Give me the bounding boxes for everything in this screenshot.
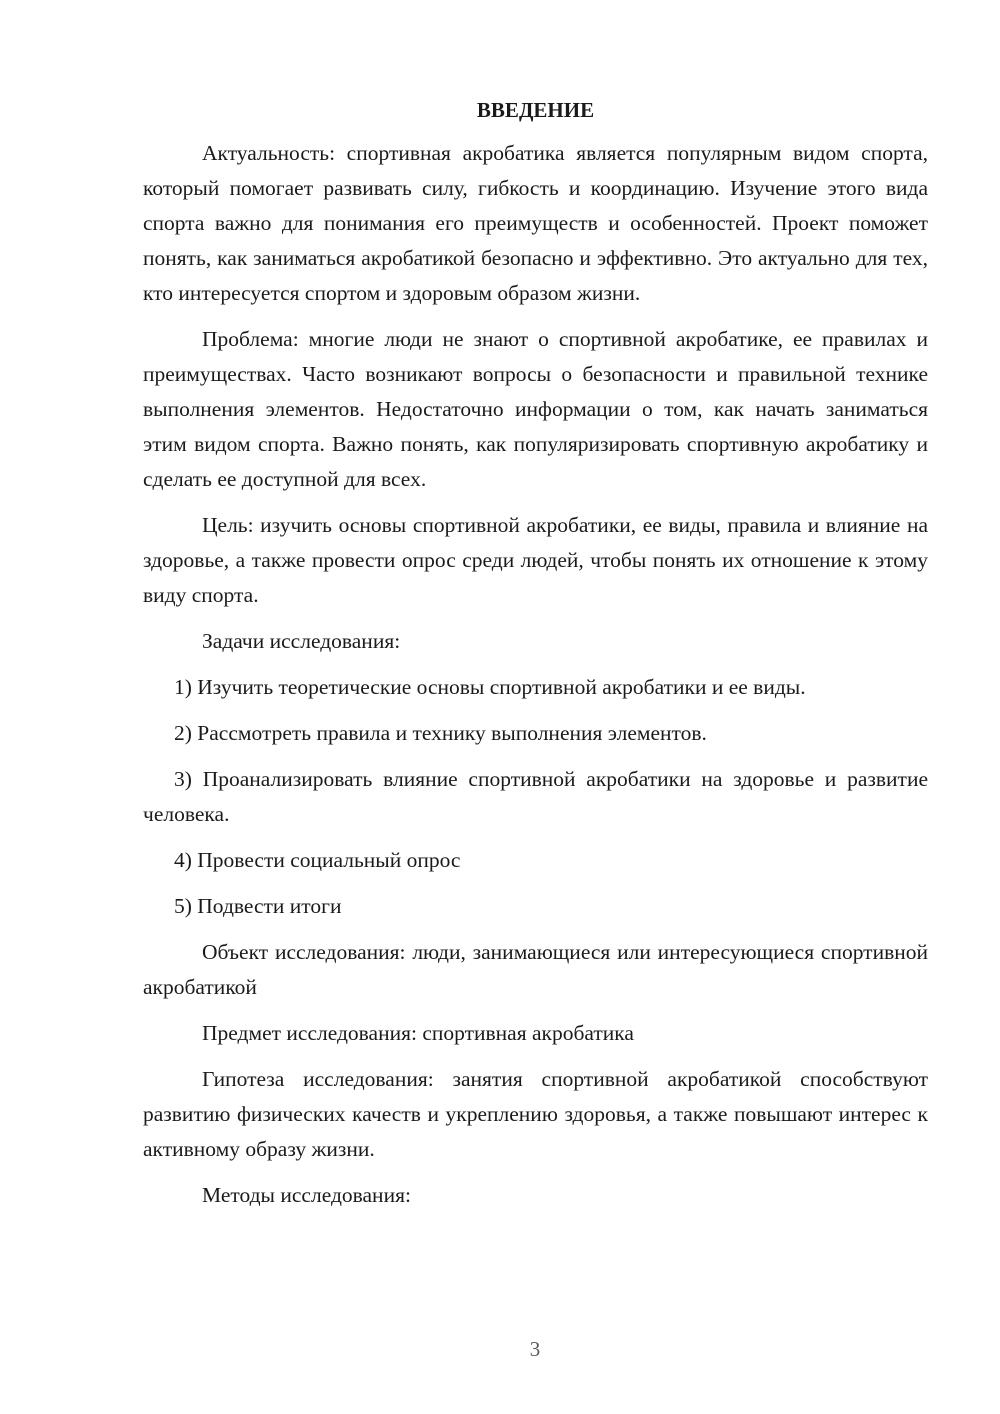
paragraph-subject: Предмет исследования: спортивная акробатика <box>202 1021 634 1045</box>
paragraph-hypothesis: Гипотеза исследования: занятия спортивной акробатикой способствуют развитию физических качеств и укреплению здоровья, а также повышают интерес к активному образу жизни. <box>143 1067 928 1161</box>
task-item-2: 2) Рассмотреть правила и технику выполнения элементов. <box>174 721 707 745</box>
page-content <box>143 93 928 1224</box>
paragraph-object: Объект исследования: люди, занимающиеся или интересующиеся спортивной акробатикой <box>143 940 928 999</box>
section-title: ВВЕДЕНИЕ <box>476 98 595 122</box>
task-item-1: 1) Изучить теоретические основы спортивной акробатики и ее виды. <box>174 675 806 699</box>
paragraph-goal: Цель: изучить основы спортивной акробатики, ее виды, правила и влияние на здоровье, а также провести опрос среди людей, чтобы понять их отношение к этому виду спорта. <box>143 513 928 607</box>
task-item-3: 3) Проанализировать влияние спортивной акробатики на здоровье и развитие человека. <box>143 767 928 826</box>
paragraph-problem: Проблема: многие люди не знают о спортивной акробатике, ее правилах и преимуществах. Часто возникают вопросы о безопасности и правильной технике выполнения элементов. Недостаточно информации о том, как начать заниматься этим видом спорта. Важно понять, как популяризировать спортивную акробатику и сделать ее доступной для всех. <box>143 327 928 491</box>
paragraph-actuality: Актуальность: спортивная акробатика является популярным видом спорта, который помогает развивать силу, гибкость и координацию. Изучение этого вида спорта важно для понимания его преимуществ и особенностей. Проект поможет понять, как заниматься акробатикой безопасно и эффективно. Это актуально для тех, кто интересуется спортом и здоровым образом жизни. <box>143 141 928 305</box>
page-number: 3 <box>529 1337 541 1361</box>
tasks-heading: Задачи исследования: <box>202 629 401 653</box>
task-item-5: 5) Подвести итоги <box>174 894 342 918</box>
paragraph-methods: Методы исследования: <box>202 1183 411 1207</box>
task-item-4: 4) Провести социальный опрос <box>174 848 461 872</box>
